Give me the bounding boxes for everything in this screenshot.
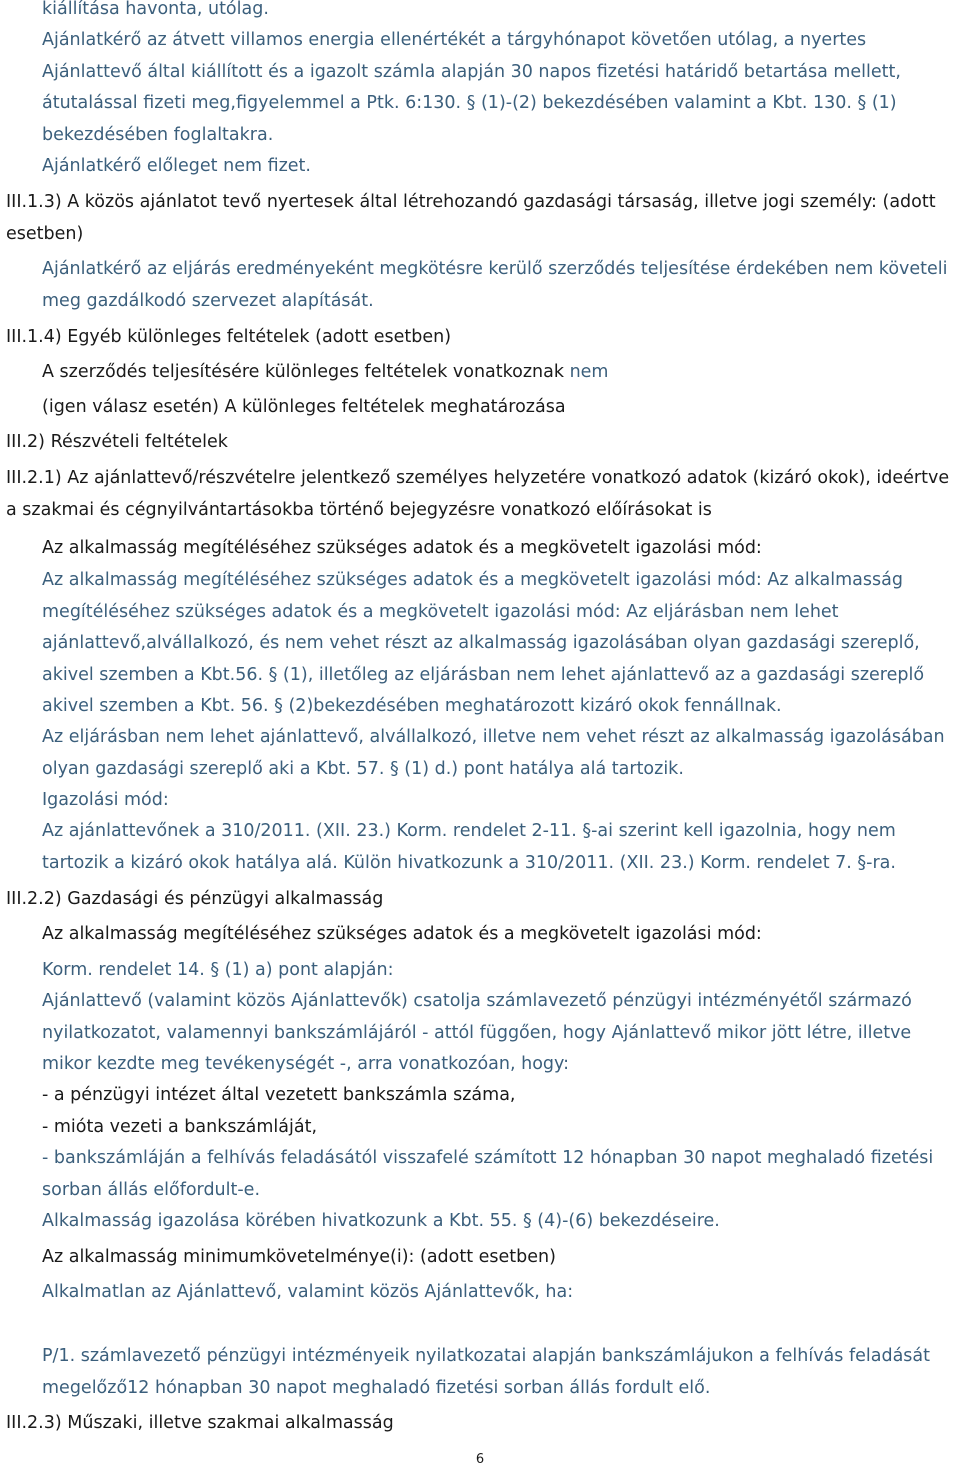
special-conditions-text: A szerződés teljesítésére különleges feltételek vonatkoznak: [42, 362, 564, 382]
page-number: 6: [475, 1452, 485, 1467]
section-heading-iii-1-4: III.1.4) Egyéb különleges feltételek (adott esetben): [6, 327, 452, 347]
payment-terms-paragraph: Ajánlatkérő az átvett villamos energia ellenértékét a tárgyhónapot követően utólag, a nyertes Ajánlattevő által kiállított és a igazolt számla alapján 30 napos fizetési határidő betartása mellett, átutalással fizeti meg,figyelemmel a Ptk. 6:130. § (1)-(2) bekezdésében valamint a Kbt. 130. § (1) bekezdésében foglaltakra.: [42, 30, 901, 145]
list-item-account-number: - a pénzügyi intézet által vezetett bankszámla száma,: [42, 1085, 516, 1105]
section-heading-iii-2-3: III.2.3) Műszaki, illetve szakmai alkalmasság: [6, 1413, 394, 1433]
verification-method-label: Igazolási mód:: [42, 790, 169, 810]
list-item-queueing: - bankszámláján a felhívás feladásától visszafelé számított 12 hónapban 30 napot meghaladó fizetési sorban állás előfordult-e.: [42, 1148, 934, 1200]
label-iii-2-1: Az alkalmasság megítéléséhez szükséges adatok és a megkövetelt igazolási mód:: [42, 538, 762, 558]
unsuitability-condition: Alkalmatlan az Ajánlattevő, valamint közös Ajánlattevők, ha:: [42, 1282, 574, 1302]
special-conditions-value: nem: [569, 362, 609, 382]
label-iii-2-2: Az alkalmasság megítéléséhez szükséges adatok és a megkövetelt igazolási mód:: [42, 924, 762, 944]
list-item-account-since: - mióta vezeti a bankszámláját,: [42, 1117, 318, 1137]
requirement-p1: P/1. számlavezető pénzügyi intézményeik nyilatkozatai alapján bankszámlájukon a felhívás feladását megelőző12 hónapban 30 napot meghaladó fizetési sorban állás fordult elő.: [42, 1346, 930, 1398]
special-conditions-line: [42, 357, 608, 389]
advance-payment-note: Ajánlatkérő előleget nem fizet.: [42, 156, 311, 176]
section-heading-iii-2: III.2) Részvételi feltételek: [6, 432, 228, 452]
paragraph-continuation: kiállítása havonta, utólag.: [42, 0, 269, 19]
exclusion-grounds-paragraph-2: Az eljárásban nem lehet ajánlattevő, alvállalkozó, illetve nem vehet részt az alkalmasság igazolásában olyan gazdasági szereplő aki a Kbt. 57. § (1) d.) pont hatálya alá tartozik.: [42, 727, 945, 779]
exclusion-grounds-paragraph: Az alkalmasság megítéléséhez szükséges adatok és a megkövetelt igazolási mód: Az alkalmasság megítéléséhez szükséges adatok és a megkövetelt igazolási mód: Az eljárásban nem lehet ajánlattevő,alvállalkozó, és nem vehet részt az alkalmasság igazolásában olyan gazdasági szereplő, akivel szemben a Kbt.56. § (1), illetőleg az eljárásban nem lehet ajánlattevő az a gazdasági szereplő akivel szemben a Kbt. 56. § (2)bekezdésében meghatározott kizáró okok fennállnak.: [42, 570, 925, 716]
section-heading-iii-2-2: III.2.2) Gazdasági és pénzügyi alkalmasság: [6, 889, 384, 909]
section-heading-iii-1-3: III.1.3) A közös ajánlatot tevő nyertesek által létrehozandó gazdasági társaság, illetve jogi személy: (adott esetben): [6, 192, 936, 244]
reference-kbt-55: Alkalmasság igazolása körében hivatkozunk a Kbt. 55. § (4)-(6) bekezdéseire.: [42, 1211, 720, 1231]
financial-basis: Korm. rendelet 14. § (1) a) pont alapján:: [42, 960, 394, 980]
section-heading-iii-2-1: III.2.1) Az ajánlattevő/részvételre jelentkező személyes helyzetére vonatkozó adatok (kizáró okok), ideértve a szakmai és cégnyilvántartásokba történő bejegyzésre vonatkozó előírásokat is: [6, 468, 950, 520]
verification-method-text: Az ajánlattevőnek a 310/2011. (XII. 23.) Korm. rendelet 2-11. §-ai szerint kell igazolnia, hogy nem tartozik a kizáró okok hatálya alá. Külön hivatkozunk a 310/2011. (XII. 23.) Korm. rendelet 7. §-ra.: [42, 821, 896, 873]
financial-statement-paragraph: Ajánlattevő (valamint közös Ajánlattevők) csatolja számlavezető pénzügyi intézményétől származó nyilatkozatot, valamennyi bankszámlájáról - attól függően, hogy Ajánlattevő mikor jött létre, illetve mikor kezdte meg tevékenységét -, arra vonatkozóan, hogy:: [42, 991, 912, 1074]
section-text-iii-1-3: Ajánlatkérő az eljárás eredményeként megkötésre kerülő szerződés teljesítése érdekében nem követeli meg gazdálkodó szervezet alapítását.: [42, 259, 948, 311]
special-conditions-definition: (igen válasz esetén) A különleges feltételek meghatározása: [42, 397, 566, 417]
minimum-requirements-label: Az alkalmasság minimumkövetelménye(i): (adott esetben): [42, 1247, 556, 1267]
